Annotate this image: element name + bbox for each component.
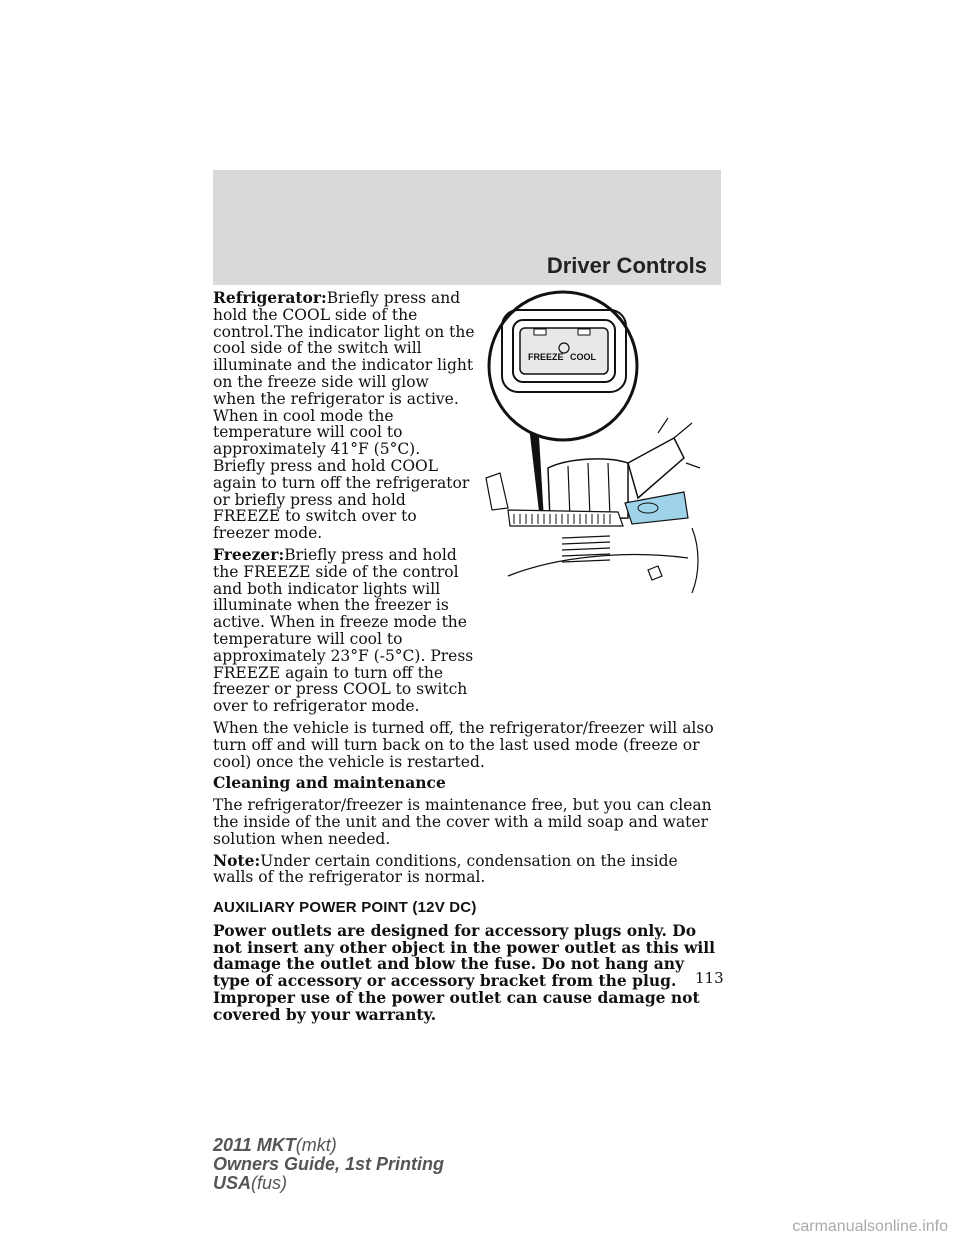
- cleaning-paragraph: The refrigerator/freezer is maintenance free, but you can clean the inside of the unit and the cover with a mild soap and water solution when needed.: [213, 796, 712, 848]
- section-title: Driver Controls: [546, 253, 707, 278]
- power-point-warning: Power outlets are designed for accessory plugs only. Do not insert any other object in the power outlet as this will damage the outlet and blow the fuse. Do not hang any type of accessory or accessory bracket from the plug. Improper use of the power outlet can cause damage not covered by your warranty.: [213, 920, 716, 1024]
- footer-market: USA: [213, 1173, 252, 1193]
- footer-market-code: (fus): [251, 1173, 288, 1193]
- page-number: 113: [695, 969, 724, 987]
- footer-model: 2011 MKT: [213, 1135, 296, 1155]
- freezer-paragraph: [213, 544, 475, 716]
- note-label: Note:: [213, 850, 261, 870]
- note-paragraph: [213, 850, 721, 887]
- freezer-label: Freezer:: [213, 544, 285, 564]
- vehicle-off-paragraph: When the vehicle is turned off, the refrigerator/freezer will also turn off and will turn back on to the last used mode (freeze or cool) once the vehicle is restarted.: [213, 718, 714, 771]
- watermark: carmanualsonline.info: [792, 1218, 948, 1235]
- refrigerator-text: Briefly press and hold the COOL side of the control.The indicator light on the cool side of the switch will illuminate and the indicator light on the freeze side will glow when the refrigerator is active. When in cool mode the temperature will cool to approximately 41°F (5°C). Briefly press and hold COOL again to turn off the refrigerator or briefly press and hold FREEZE to switch over to freezer mode.: [213, 289, 475, 543]
- refrigerator-label: Refrigerator:: [213, 288, 327, 307]
- header-band: [213, 170, 721, 285]
- refrigerator-paragraph: [213, 290, 475, 542]
- freezer-text: Briefly press and hold the FREEZE side of the control and both indicator lights will illuminate when the freezer is active. When in freeze mode the temperature will cool to approximately 23°F (-5°C). Press FREEZE again to turn off the freezer or press COOL to switch over to refrigerator mode.: [213, 545, 474, 716]
- cleaning-heading: Cleaning and maintenance: [213, 773, 446, 793]
- switch-cool-label: COOL: [570, 352, 596, 362]
- page-body: [213, 290, 721, 1024]
- footer-model-code: (mkt): [295, 1135, 337, 1155]
- switch-freeze-label: FREEZE: [528, 352, 564, 362]
- note-text: Under certain conditions, condensation on the inside walls of the refrigerator is normal.: [213, 851, 678, 887]
- print-footer: [213, 1136, 444, 1193]
- footer-edition: Owners Guide, 1st Printing: [213, 1154, 445, 1174]
- power-point-heading: AUXILIARY POWER POINT (12V DC): [213, 899, 477, 917]
